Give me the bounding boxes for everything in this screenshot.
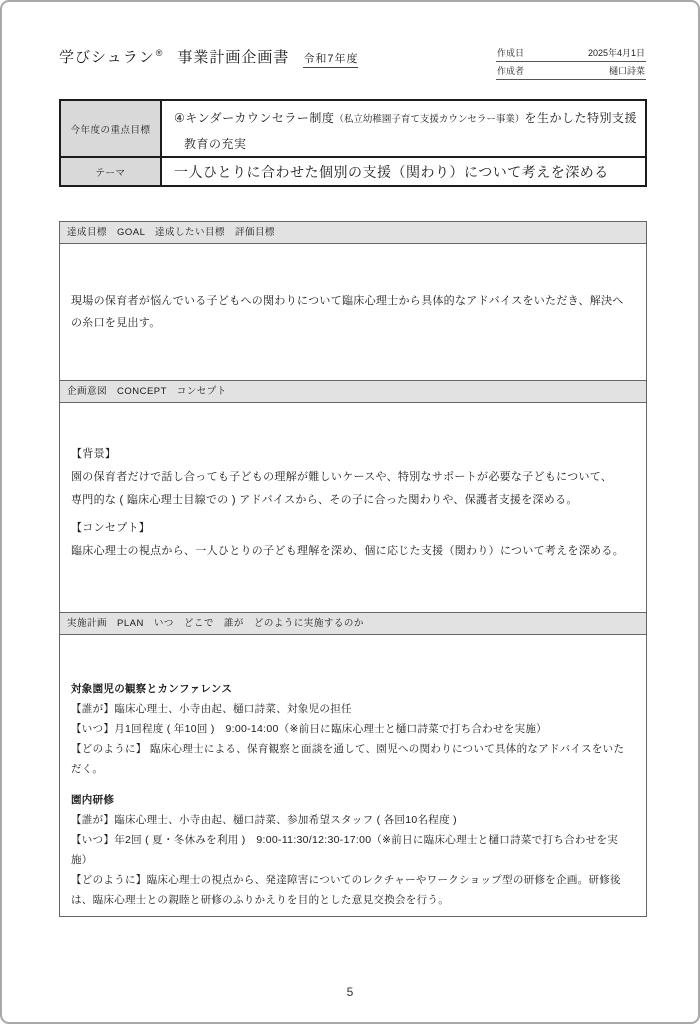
priority-goal-line1: ④キンダーカウンセラー制度（私立幼稚園子育て支援カウンセラー事業）を生かした特別支援 xyxy=(174,111,637,125)
priority-goal-line2: 教育の充実 xyxy=(184,137,247,151)
created-date-row xyxy=(496,44,646,62)
plan-line-when: 【いつ】月1回程度 ( 年10回 ) 9:00-14:00（※前日に臨床心理士と樋口詩菜で打ち合わせを実施） xyxy=(71,723,547,735)
section-goal xyxy=(59,221,647,381)
author-label: 作成者 xyxy=(497,66,525,76)
author-row xyxy=(496,62,646,80)
page-number: 5 xyxy=(346,985,354,999)
priority-goal-table xyxy=(59,99,647,187)
section-concept xyxy=(59,380,647,613)
theme-label-cell: テーマ xyxy=(61,158,162,185)
concept-section-body xyxy=(60,403,646,612)
plan-block-title: 園内研修 xyxy=(71,794,115,806)
plan-line-who: 【誰が】臨床心理士、小寺由起、樋口詩菜、参加希望スタッフ ( 各回10名程度 ) xyxy=(71,814,457,826)
plan-block-title: 対象園児の観察とカンファレンス xyxy=(71,683,233,695)
concept-line: 園の保育者だけで話し合っても子どもの理解が難しいケースや、特別なサポートが必要な子どもについて、 xyxy=(71,471,613,483)
doc-type: 事業計画企画書 xyxy=(177,49,290,66)
section-plan xyxy=(59,612,647,917)
priority-goal-subnote: （私立幼稚園子育て支援カウンセラー事業） xyxy=(334,114,525,125)
plan-line-how: 【どのように】臨床心理士の視点から、発達障害についてのレクチャーやワークショップ型の研修を企画。研修後は、臨床心理士との親睦と研修のふりかえりを目的とした意見交換会を行う。 xyxy=(71,874,621,906)
plan-block-training xyxy=(71,790,634,910)
registered-mark-icon: ® xyxy=(155,48,164,58)
concept-line: 専門的な ( 臨床心理士目線での ) アドバイスから、その子に合った関わりや、保護者支援を深める。 xyxy=(71,494,578,506)
concept-heading-background: 【背景】 xyxy=(71,448,117,460)
goal-body-text: 現場の保育者が悩んでいる子どもへの関わりについて臨床心理士から具体的なアドバイスをいただき、解決への糸口を見出す。 xyxy=(71,295,624,329)
concept-heading-concept: 【コンセプト】 xyxy=(71,522,151,534)
created-date-value: 2025年4月1日 xyxy=(587,48,645,58)
goal-section-header: 達成目標 GOAL 達成したい目標 評価目標 xyxy=(60,222,646,244)
priority-goal-row xyxy=(61,101,645,158)
meta-table xyxy=(496,44,646,80)
goal-section-body xyxy=(60,244,646,380)
author-value: 樋口詩菜 xyxy=(608,66,645,76)
plan-line-how: 【どのように】 臨床心理士による、保育観察と面談を通して、園児への関わりについて具体的なアドバイスをいただく。 xyxy=(71,743,625,775)
plan-section-body xyxy=(60,635,646,916)
concept-line: 臨床心理士の視点から、一人ひとりの子ども理解を深め、個に応じた支援（関わり）について考えを深める。 xyxy=(71,545,625,557)
fiscal-year: 令和7年度 xyxy=(303,53,358,68)
plan-block-observation xyxy=(71,679,634,779)
theme-content-cell: 一人ひとりに合わせた個別の支援（関わり）について考えを深める xyxy=(174,163,609,180)
theme-row xyxy=(61,158,645,185)
priority-goal-label-cell: 今年度の重点目標 xyxy=(61,101,162,156)
doc-title xyxy=(59,46,358,67)
brand-name: 学びシュラン xyxy=(59,49,155,66)
concept-section-header: 企画意図 CONCEPT コンセプト xyxy=(60,381,646,403)
plan-line-when: 【いつ】年2回 ( 夏・冬休みを利用 ) 9:00-11:30/12:30-17:00（※前日に臨床心理士と樋口詩菜で打ち合わせを実施） xyxy=(71,834,619,866)
sections-container xyxy=(59,222,647,917)
plan-line-who: 【誰が】臨床心理士、小寺由起、樋口詩菜、対象児の担任 xyxy=(71,703,352,715)
priority-goal-content-cell xyxy=(162,101,645,156)
created-date-label: 作成日 xyxy=(497,48,525,58)
plan-section-header: 実施計画 PLAN いつ どこで 誰が どのように実施するのか xyxy=(60,613,646,635)
